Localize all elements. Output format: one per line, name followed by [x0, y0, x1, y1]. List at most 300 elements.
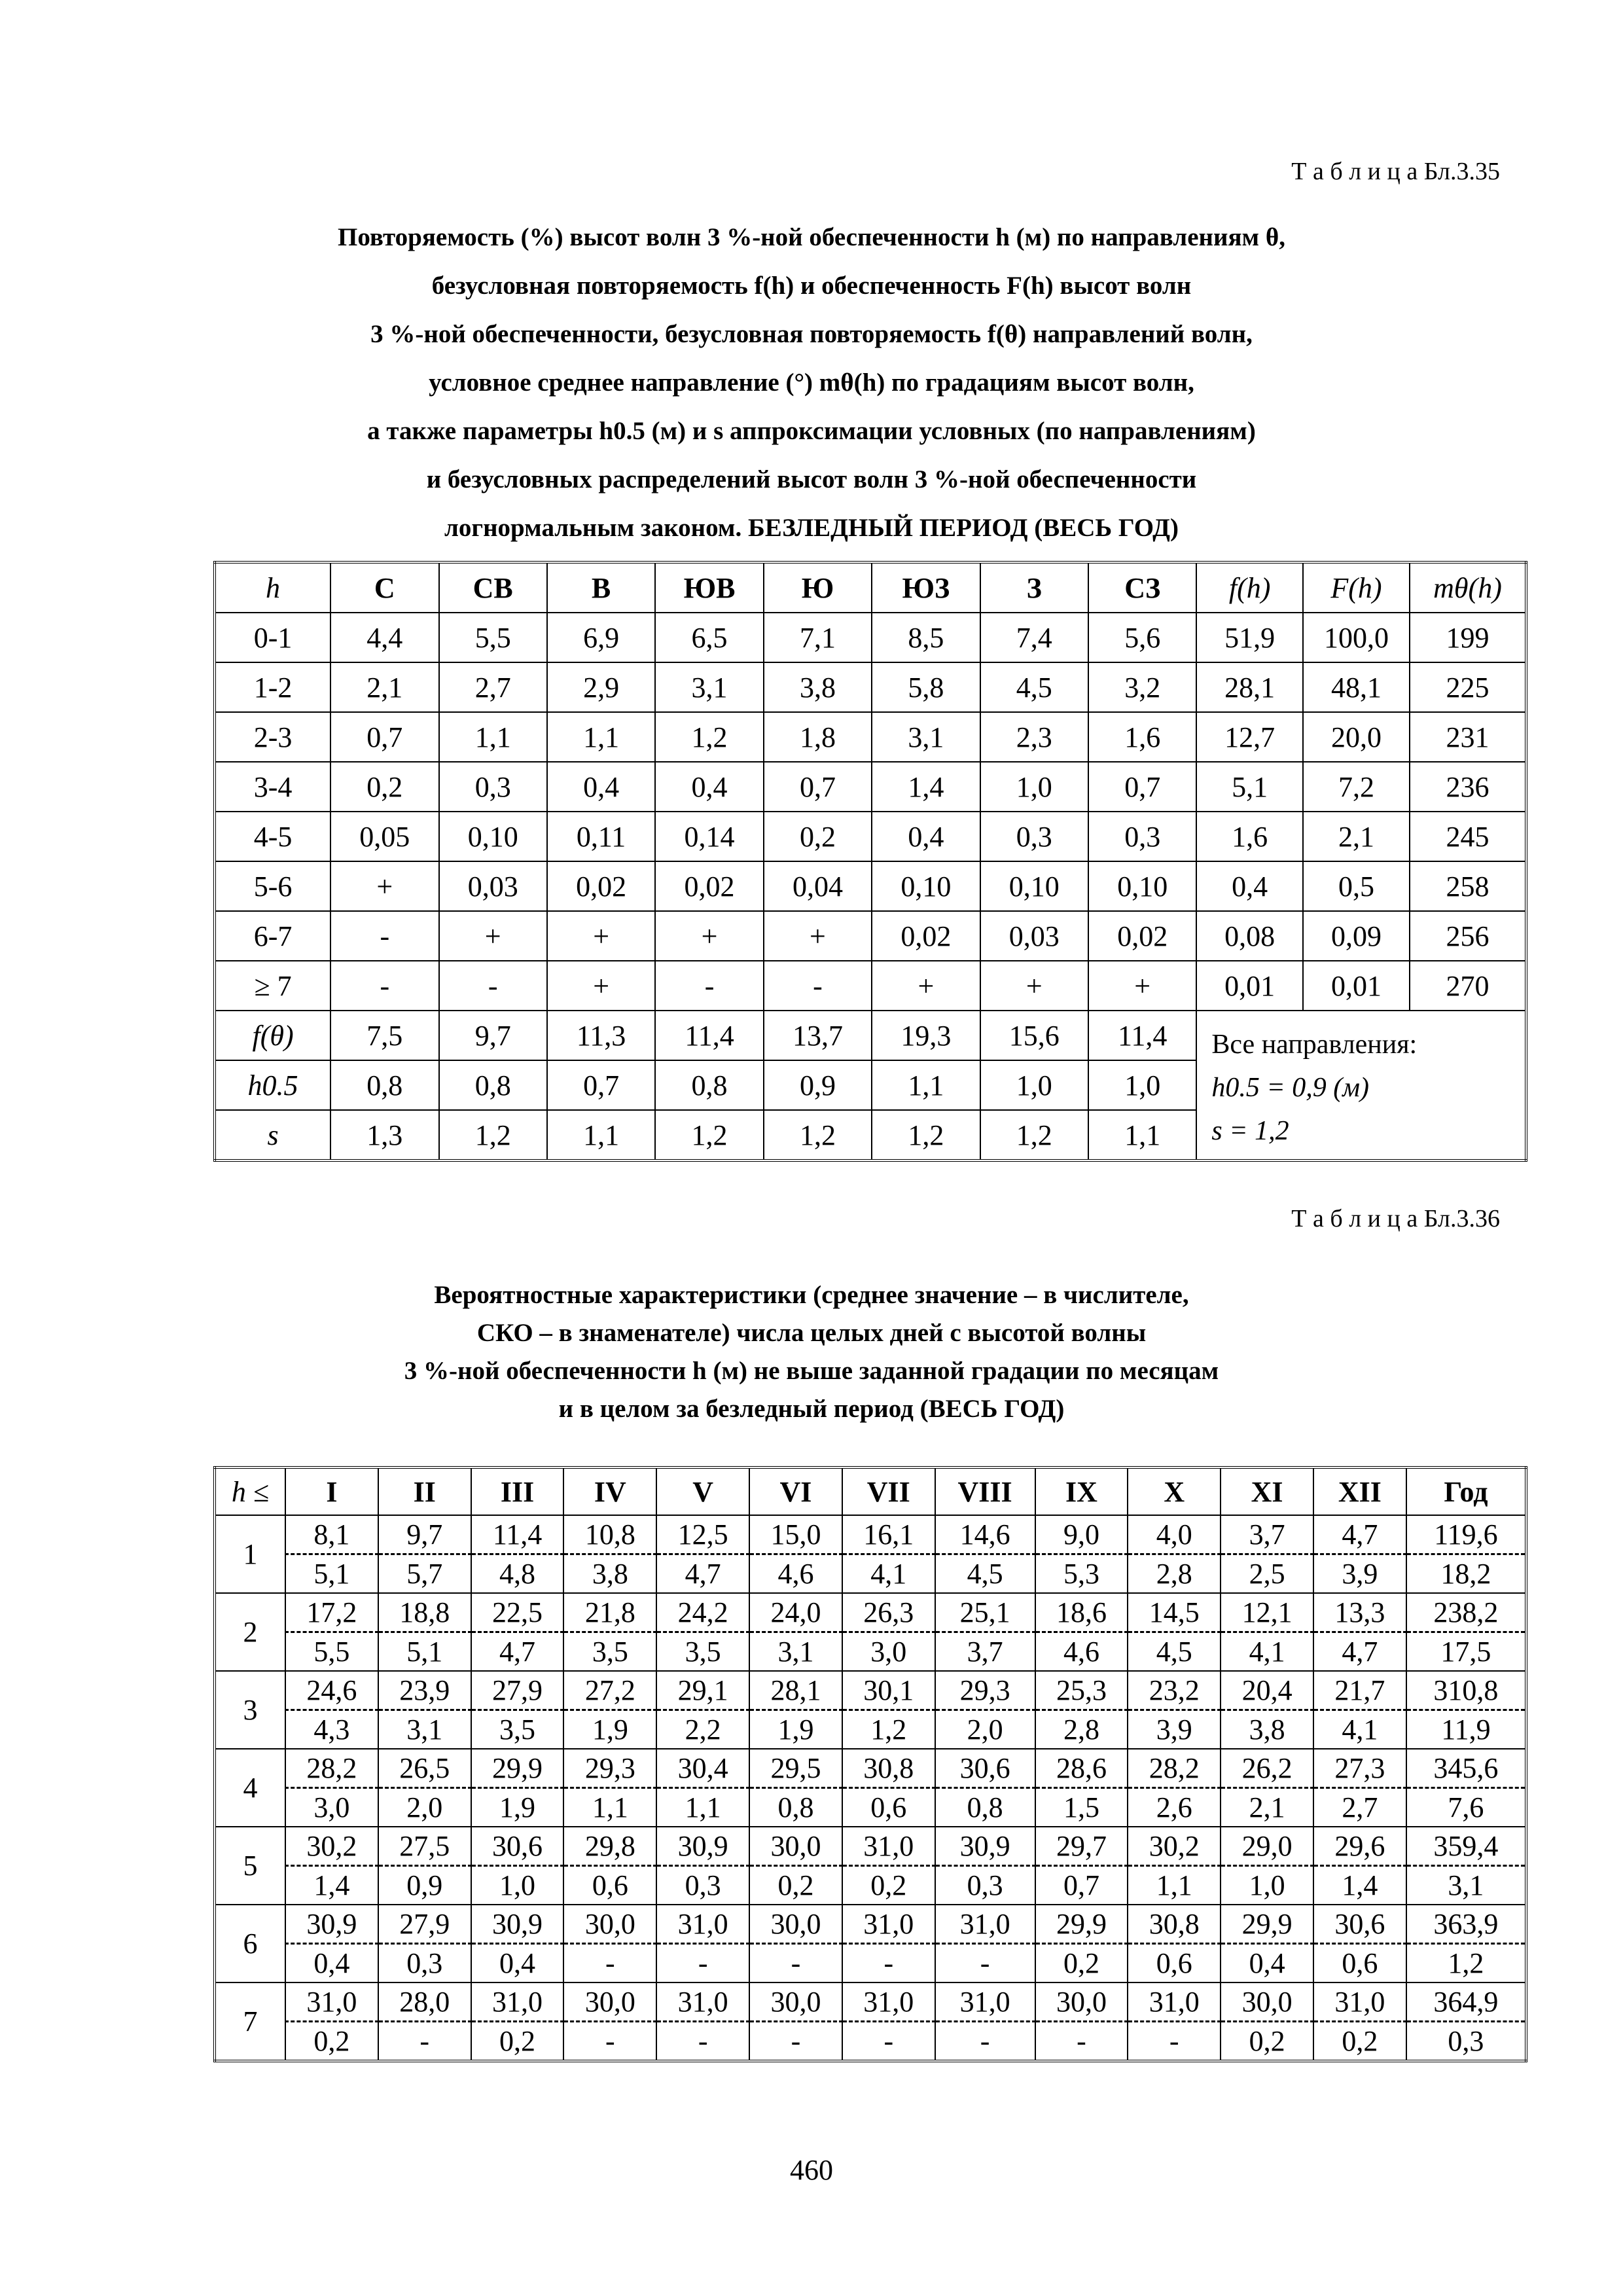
sd-cell: 5,3 [1035, 1554, 1128, 1594]
table-cell: 19,3 [872, 1011, 980, 1060]
column-header-month: VII [842, 1467, 935, 1515]
table-cell: 1,6 [1088, 712, 1196, 762]
column-header-direction: З [980, 562, 1088, 613]
mean-cell: 31,0 [1128, 1982, 1221, 2022]
table-cell: 11,4 [655, 1011, 763, 1060]
table-cell: 258 [1410, 861, 1526, 911]
sd-cell: - [749, 1944, 842, 1983]
table-row-sd [215, 1710, 1526, 1749]
sd-cell: 0,2 [1035, 1944, 1128, 1983]
sd-cell: 2,7 [1313, 1788, 1406, 1827]
mean-cell: 28,2 [1128, 1749, 1221, 1788]
column-header-direction: СВ [439, 562, 547, 613]
table-cell: 0,8 [655, 1060, 763, 1110]
column-header-h: h ≤ [215, 1467, 285, 1515]
sd-cell: 3,9 [1313, 1554, 1406, 1594]
sd-cell: 0,4 [471, 1944, 564, 1983]
sd-cell: - [563, 1944, 656, 1983]
table-cell: 11,3 [547, 1011, 655, 1060]
sd-cell: 0,3 [935, 1866, 1035, 1905]
sd-cell: 5,7 [378, 1554, 471, 1594]
mean-cell: 29,8 [563, 1827, 656, 1866]
table-cell: 0,2 [330, 762, 438, 812]
mean-cell: 27,5 [378, 1827, 471, 1866]
mean-cell: 30,0 [749, 1905, 842, 1944]
mean-cell: 29,1 [656, 1671, 749, 1710]
sd-cell: 3,1 [749, 1632, 842, 1672]
mean-cell: 28,2 [285, 1749, 378, 1788]
title-line: условное среднее направление (°) mθ(h) по градациям высот волн, [429, 368, 1194, 397]
sd-cell: 0,8 [935, 1788, 1035, 1827]
table-cell: 5,8 [872, 662, 980, 712]
sd-cell: 1,9 [749, 1710, 842, 1749]
table-cell: 3,1 [655, 662, 763, 712]
mean-cell: 364,9 [1406, 1982, 1526, 2022]
sd-cell: 0,9 [378, 1866, 471, 1905]
days-per-month-table [213, 1466, 1527, 2062]
table-cell: 1,0 [980, 1060, 1088, 1110]
mean-cell: 119,6 [1406, 1515, 1526, 1554]
row-header: 3 [215, 1671, 285, 1749]
sd-cell: 4,6 [1035, 1632, 1128, 1672]
mean-cell: 238,2 [1406, 1593, 1526, 1632]
mean-cell: 14,5 [1128, 1593, 1221, 1632]
table-row-mean [215, 1515, 1526, 1554]
table-cell: 28,1 [1196, 662, 1303, 712]
sd-cell: 0,4 [285, 1944, 378, 1983]
table-row-sd [215, 1944, 1526, 1983]
mean-cell: 29,6 [1313, 1827, 1406, 1866]
table-cell: 3,8 [764, 662, 872, 712]
mean-cell: 29,3 [935, 1671, 1035, 1710]
mean-cell: 22,5 [471, 1593, 564, 1632]
sd-cell: - [656, 1944, 749, 1983]
sd-cell: 1,9 [563, 1710, 656, 1749]
table-cell: 4,4 [330, 613, 438, 662]
mean-cell: 29,9 [1035, 1905, 1128, 1944]
mean-cell: 30,8 [1128, 1905, 1221, 1944]
mean-cell: 20,4 [1221, 1671, 1313, 1710]
table-cell: 0,09 [1303, 911, 1410, 961]
sd-cell: 0,7 [1035, 1866, 1128, 1905]
mean-cell: 18,6 [1035, 1593, 1128, 1632]
mean-cell: 30,0 [749, 1827, 842, 1866]
mean-cell: 28,6 [1035, 1749, 1128, 1788]
table-cell: 4,5 [980, 662, 1088, 712]
table-cell: 0,02 [655, 861, 763, 911]
mean-cell: 31,0 [935, 1982, 1035, 2022]
sd-cell: 2,6 [1128, 1788, 1221, 1827]
mean-cell: 31,0 [471, 1982, 564, 2022]
table-cell: 0,10 [872, 861, 980, 911]
title-line: логнормальным законом. БЕЗЛЕДНЫЙ ПЕРИОД (ВЕСЬ ГОД) [444, 514, 1179, 542]
mean-cell: 30,6 [1313, 1905, 1406, 1944]
column-header-month: II [378, 1467, 471, 1515]
row-header: h0.5 [215, 1060, 330, 1110]
mean-cell: 28,0 [378, 1982, 471, 2022]
sd-cell: 1,1 [656, 1788, 749, 1827]
mean-cell: 31,0 [1313, 1982, 1406, 2022]
mean-cell: 26,2 [1221, 1749, 1313, 1788]
table-cell: 2,9 [547, 662, 655, 712]
table-cell: 0,7 [330, 712, 438, 762]
table-cell: 1,8 [764, 712, 872, 762]
sd-cell: 0,2 [1221, 2022, 1313, 2062]
sd-cell: 3,7 [935, 1632, 1035, 1672]
table-cell: 231 [1410, 712, 1526, 762]
sd-cell: 1,4 [285, 1866, 378, 1905]
table-row-mean [215, 1593, 1526, 1632]
table-cell: 1,3 [330, 1110, 438, 1160]
sd-cell: 3,5 [471, 1710, 564, 1749]
table-cell: + [547, 961, 655, 1011]
table-cell: 225 [1410, 662, 1526, 712]
column-header-direction: ЮВ [655, 562, 763, 613]
table-row-sd [215, 1632, 1526, 1672]
column-header-month: VIII [935, 1467, 1035, 1515]
mean-cell: 30,9 [471, 1905, 564, 1944]
column-header-month: IX [1035, 1467, 1128, 1515]
sd-cell: 1,4 [1313, 1866, 1406, 1905]
table-cell: 1,1 [1088, 1110, 1196, 1160]
table-row [215, 613, 1526, 662]
table-cell: 0,3 [439, 762, 547, 812]
sd-cell: 3,8 [1221, 1710, 1313, 1749]
mean-cell: 31,0 [656, 1905, 749, 1944]
row-header: 7 [215, 1982, 285, 2061]
wave-height-direction-table [213, 561, 1527, 1162]
table-cell: 1,6 [1196, 812, 1303, 861]
sd-cell: 0,2 [749, 1866, 842, 1905]
sd-cell: 0,8 [749, 1788, 842, 1827]
title-line: а также параметры h0.5 (м) и s аппроксимации условных (по направлениям) [367, 417, 1256, 445]
table-row [215, 861, 1526, 911]
table-cell: 0,8 [330, 1060, 438, 1110]
sd-cell: 3,9 [1128, 1710, 1221, 1749]
table-cell: 5,1 [1196, 762, 1303, 812]
table-cell: 1,1 [872, 1060, 980, 1110]
mean-cell: 30,4 [656, 1749, 749, 1788]
table-cell: 0,10 [439, 812, 547, 861]
mean-cell: 30,0 [1221, 1982, 1313, 2022]
sd-cell: 4,5 [1128, 1632, 1221, 1672]
mean-cell: 30,9 [656, 1827, 749, 1866]
sd-cell: 0,3 [656, 1866, 749, 1905]
table-cell: 2,3 [980, 712, 1088, 762]
mean-cell: 363,9 [1406, 1905, 1526, 1944]
table-cell: 0,01 [1303, 961, 1410, 1011]
mean-cell: 30,1 [842, 1671, 935, 1710]
column-header-direction: С [330, 562, 438, 613]
mean-cell: 24,2 [656, 1593, 749, 1632]
sd-cell: 3,8 [563, 1554, 656, 1594]
mean-cell: 29,9 [471, 1749, 564, 1788]
sd-cell: - [935, 1944, 1035, 1983]
table-title [131, 213, 1492, 552]
mean-cell: 359,4 [1406, 1827, 1526, 1866]
mean-cell: 4,7 [1313, 1515, 1406, 1554]
table-cell: 0,10 [980, 861, 1088, 911]
sd-cell: - [1128, 2022, 1221, 2062]
sd-cell: - [563, 2022, 656, 2062]
mean-cell: 9,0 [1035, 1515, 1128, 1554]
mean-cell: 26,3 [842, 1593, 935, 1632]
mean-cell: 29,5 [749, 1749, 842, 1788]
column-header-month: XI [1221, 1467, 1313, 1515]
sd-cell: 11,9 [1406, 1710, 1526, 1749]
column-header-direction: Ю [764, 562, 872, 613]
sd-cell: 0,2 [842, 1866, 935, 1905]
sd-cell: 1,2 [842, 1710, 935, 1749]
column-header-month: V [656, 1467, 749, 1515]
mean-cell: 27,9 [471, 1671, 564, 1710]
row-header: 4-5 [215, 812, 330, 861]
table-row-mean [215, 1827, 1526, 1866]
table-row [215, 812, 1526, 861]
table-cell: + [872, 961, 980, 1011]
row-header: 2-3 [215, 712, 330, 762]
mean-cell: 31,0 [842, 1905, 935, 1944]
table-cell: 0,2 [764, 812, 872, 861]
table-cell: 0,7 [764, 762, 872, 812]
sd-cell: - [378, 2022, 471, 2062]
table-cell: + [547, 911, 655, 961]
sd-cell: 4,1 [842, 1554, 935, 1594]
table-label: Т а б л и ц а Бл.3.36 [1291, 1205, 1500, 1232]
mean-cell: 26,5 [378, 1749, 471, 1788]
table-label: Т а б л и ц а Бл.3.35 [1291, 158, 1500, 185]
mean-cell: 30,8 [842, 1749, 935, 1788]
table-cell: 0,08 [1196, 911, 1303, 961]
row-header: 2 [215, 1593, 285, 1671]
table-cell: 0,05 [330, 812, 438, 861]
table-cell: 0,9 [764, 1060, 872, 1110]
mean-cell: 30,0 [563, 1905, 656, 1944]
row-header: 6-7 [215, 911, 330, 961]
table-cell: 1,0 [1088, 1060, 1196, 1110]
table-cell: 1,2 [980, 1110, 1088, 1160]
sd-cell: - [1035, 2022, 1128, 2062]
table-cell: 0,03 [439, 861, 547, 911]
sd-cell: 0,2 [285, 2022, 378, 2062]
table-cell: - [330, 911, 438, 961]
sd-cell: 7,6 [1406, 1788, 1526, 1827]
mean-cell: 29,0 [1221, 1827, 1313, 1866]
mean-cell: 16,1 [842, 1515, 935, 1554]
sd-cell: 4,5 [935, 1554, 1035, 1594]
mean-cell: 27,9 [378, 1905, 471, 1944]
page-number: 460 [790, 2154, 833, 2186]
title-line: Повторяемость (%) высот волн 3 %-ной обеспеченности h (м) по направлениям θ, [338, 223, 1285, 251]
sd-cell: 2,8 [1035, 1710, 1128, 1749]
table-cell: 1,2 [439, 1110, 547, 1160]
column-header-h: h [215, 562, 330, 613]
sd-cell: 2,5 [1221, 1554, 1313, 1594]
table-cell: 0,4 [547, 762, 655, 812]
sd-cell: 0,3 [1406, 2022, 1526, 2062]
column-header-month: X [1128, 1467, 1221, 1515]
all-directions-summary [1196, 1011, 1526, 1160]
table-cell: 0,01 [1196, 961, 1303, 1011]
table-cell: + [330, 861, 438, 911]
column-header-fh: f(h) [1196, 562, 1303, 613]
table-cell: 2,1 [330, 662, 438, 712]
title-line: безусловная повторяемость f(h) и обеспеченность F(h) высот волн [431, 272, 1192, 300]
sd-cell: 0,3 [378, 1944, 471, 1983]
row-header: 1-2 [215, 662, 330, 712]
table-cell: 7,1 [764, 613, 872, 662]
table-cell: 100,0 [1303, 613, 1410, 662]
mean-cell: 25,1 [935, 1593, 1035, 1632]
table-row-mean [215, 1749, 1526, 1788]
mean-cell: 21,7 [1313, 1671, 1406, 1710]
table-cell: 7,5 [330, 1011, 438, 1060]
sd-cell: - [656, 2022, 749, 2062]
mean-cell: 31,0 [285, 1982, 378, 2022]
sd-cell: 3,0 [842, 1632, 935, 1672]
table-cell: 1,2 [872, 1110, 980, 1160]
mean-cell: 24,0 [749, 1593, 842, 1632]
table-cell: 1,2 [655, 1110, 763, 1160]
sd-cell: 1,1 [563, 1788, 656, 1827]
sd-cell: 4,1 [1313, 1710, 1406, 1749]
row-header: 5 [215, 1827, 285, 1905]
column-header-month: IV [563, 1467, 656, 1515]
sd-cell: 0,6 [563, 1866, 656, 1905]
column-header-direction: СЗ [1088, 562, 1196, 613]
mean-cell: 29,9 [1221, 1905, 1313, 1944]
sd-cell: 5,5 [285, 1632, 378, 1672]
column-header-direction: ЮЗ [872, 562, 980, 613]
row-header: f(θ) [215, 1011, 330, 1060]
mean-cell: 3,7 [1221, 1515, 1313, 1554]
sd-cell: - [935, 2022, 1035, 2062]
mean-cell: 31,0 [935, 1905, 1035, 1944]
table-row [215, 911, 1526, 961]
mean-cell: 14,6 [935, 1515, 1035, 1554]
mean-cell: 29,3 [563, 1749, 656, 1788]
table-cell: 0,02 [1088, 911, 1196, 961]
sd-cell: 0,4 [1221, 1944, 1313, 1983]
sd-cell: 3,5 [656, 1632, 749, 1672]
table-row [215, 762, 1526, 812]
mean-cell: 13,3 [1313, 1593, 1406, 1632]
table-cell: 0,3 [1088, 812, 1196, 861]
mean-cell: 8,1 [285, 1515, 378, 1554]
table-row-sd [215, 1866, 1526, 1905]
sd-cell: 3,1 [378, 1710, 471, 1749]
param-row [215, 1011, 1526, 1060]
table-cell: + [980, 961, 1088, 1011]
table-cell: 199 [1410, 613, 1526, 662]
table-cell: 6,9 [547, 613, 655, 662]
mean-cell: 30,9 [285, 1905, 378, 1944]
sd-cell: 4,7 [1313, 1632, 1406, 1672]
sd-cell: 1,5 [1035, 1788, 1128, 1827]
table-cell: + [439, 911, 547, 961]
table-cell: 5,5 [439, 613, 547, 662]
table-cell: 0,03 [980, 911, 1088, 961]
title-line: 3 %-ной обеспеченности, безусловная повторяемость f(θ) направлений волн, [370, 320, 1253, 348]
mean-cell: 30,9 [935, 1827, 1035, 1866]
title-line: и в целом за безледный период (ВЕСЬ ГОД) [558, 1395, 1065, 1423]
table-row-mean [215, 1671, 1526, 1710]
table-cell: 0,7 [1088, 762, 1196, 812]
table-cell: + [655, 911, 763, 961]
sd-cell: - [842, 2022, 935, 2062]
table-cell: 7,4 [980, 613, 1088, 662]
table-cell: 1,2 [655, 712, 763, 762]
sd-cell: 4,7 [471, 1632, 564, 1672]
row-header: 4 [215, 1749, 285, 1827]
mean-cell: 310,8 [1406, 1671, 1526, 1710]
table-cell: - [330, 961, 438, 1011]
sd-cell: 3,5 [563, 1632, 656, 1672]
sd-cell: 4,7 [656, 1554, 749, 1594]
sd-cell: 2,0 [378, 1788, 471, 1827]
mean-cell: 30,0 [563, 1982, 656, 2022]
mean-cell: 24,6 [285, 1671, 378, 1710]
table-cell: 0,4 [655, 762, 763, 812]
table-cell: 0,10 [1088, 861, 1196, 911]
table-cell: 11,4 [1088, 1011, 1196, 1060]
table-cell: 0,4 [1196, 861, 1303, 911]
table-row-sd [215, 1554, 1526, 1594]
table-cell: 270 [1410, 961, 1526, 1011]
row-header: 6 [215, 1905, 285, 1982]
mean-cell: 28,1 [749, 1671, 842, 1710]
sd-cell: 0,2 [1313, 2022, 1406, 2062]
table-cell: 1,2 [764, 1110, 872, 1160]
table-row-sd [215, 1788, 1526, 1827]
sd-cell: 2,8 [1128, 1554, 1221, 1594]
column-header-month: Год [1406, 1467, 1526, 1515]
table-cell: 51,9 [1196, 613, 1303, 662]
sd-cell: 2,1 [1221, 1788, 1313, 1827]
mean-cell: 18,8 [378, 1593, 471, 1632]
table-row-sd [215, 2022, 1526, 2062]
column-header-direction: В [547, 562, 655, 613]
table-cell: 6,5 [655, 613, 763, 662]
sd-cell: 1,9 [471, 1788, 564, 1827]
mean-cell: 15,0 [749, 1515, 842, 1554]
sd-cell: 1,0 [1221, 1866, 1313, 1905]
sd-cell: 4,8 [471, 1554, 564, 1594]
mean-cell: 12,5 [656, 1515, 749, 1554]
mean-cell: 31,0 [842, 1982, 935, 2022]
row-header: 3-4 [215, 762, 330, 812]
sd-cell: 1,1 [1128, 1866, 1221, 1905]
mean-cell: 27,2 [563, 1671, 656, 1710]
mean-cell: 31,0 [656, 1982, 749, 2022]
table-cell: 5,6 [1088, 613, 1196, 662]
row-header: 1 [215, 1515, 285, 1593]
table-row-mean [215, 1982, 1526, 2022]
table-cell: 0,8 [439, 1060, 547, 1110]
mean-cell: 30,0 [749, 1982, 842, 2022]
table-cell: 1,1 [547, 1110, 655, 1160]
table-cell: 1,1 [439, 712, 547, 762]
table-cell: 1,1 [547, 712, 655, 762]
column-header-month: XII [1313, 1467, 1406, 1515]
table-cell: 20,0 [1303, 712, 1410, 762]
sd-cell: - [842, 1944, 935, 1983]
sd-cell: 0,6 [1313, 1944, 1406, 1983]
table-row-mean [215, 1905, 1526, 1944]
table-cell: 3,2 [1088, 662, 1196, 712]
title-line: 3 %-ной обеспеченности h (м) не выше заданной градации по месяцам [404, 1357, 1219, 1385]
mean-cell: 10,8 [563, 1515, 656, 1554]
